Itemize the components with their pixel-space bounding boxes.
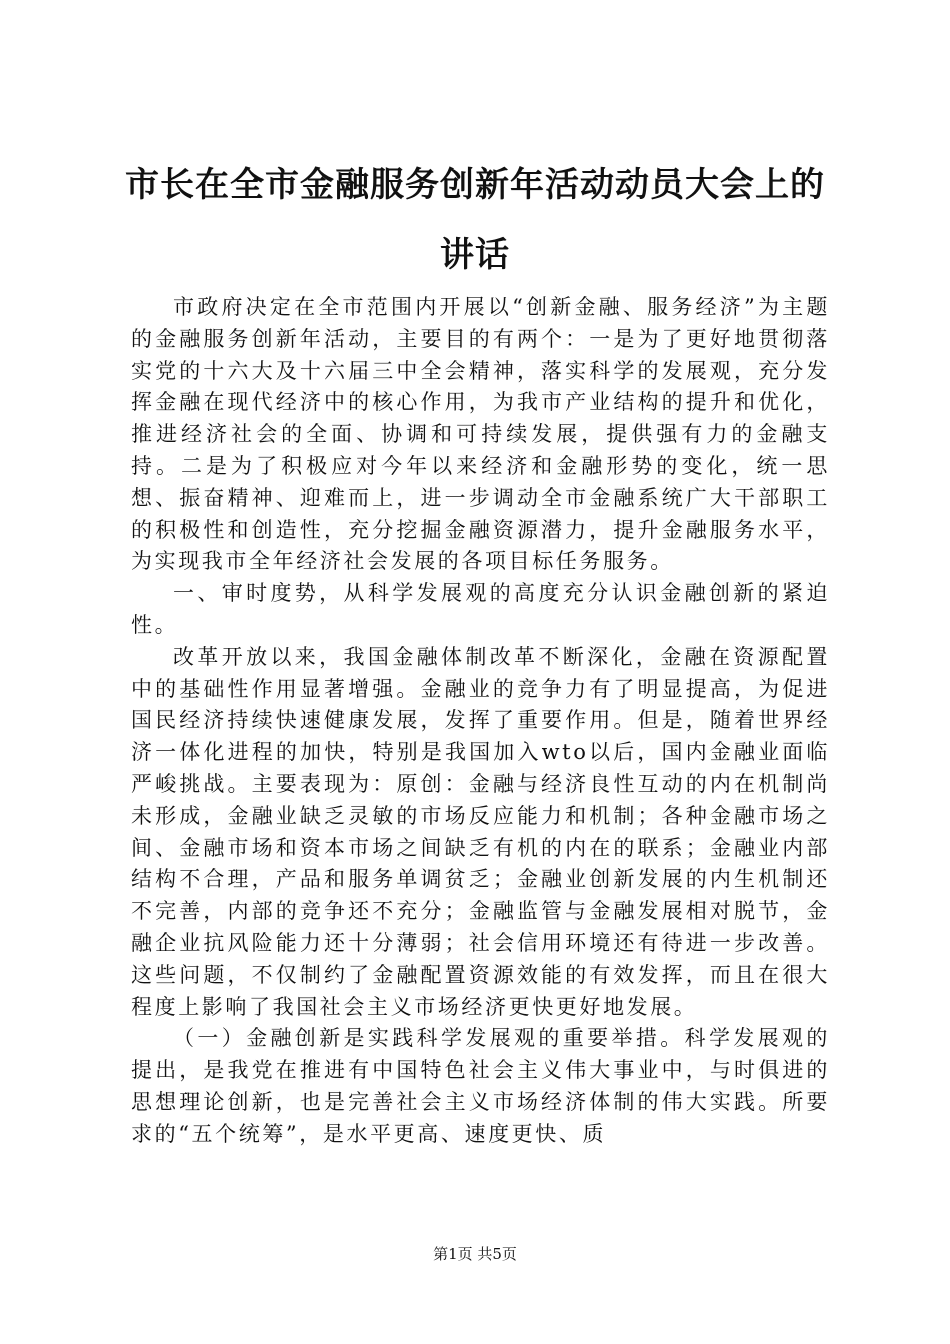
paragraph: （一）金融创新是实践科学发展观的重要举措。科学发展观的提出，是我党在推进有中国特色社会主义伟大事业中，与时俱进的思想理论创新，也是完善社会主义市场经济体制的伟大实践。所要求的“五个统筹”，是水平更高、速度更快、质 <box>131 1026 830 1146</box>
document-body <box>131 292 830 1151</box>
paragraph: 改革开放以来，我国金融体制改革不断深化，金融在资源配置中的基础性作用显著增强。金融业的竞争力有了明显提高，为促进国民经济持续快速健康发展，发挥了重要作用。但是，随着世界经济一体化进程的加快，特别是我国加入wto以后，国内金融业面临严峻挑战。主要表现为：原创：金融与经济良性互动的内在机制尚未形成，金融业缺乏灵敏的市场反应能力和机制；各种金融市场之间、金融市场和资本市场之间缺乏有机的内在的联系；金融业内部结构不合理，产品和服务单调贫乏；金融业创新发展的内生机制还不完善，内部的竞争还不充分；金融监管与金融发展相对脱节，金融企业抗风险能力还十分薄弱；社会信用环境还有待进一步改善。这些问题，不仅制约了金融配置资源效能的有效发挥，而且在很大程度上影响了我国社会主义市场经济更快更好地发展。 <box>131 644 830 1019</box>
paragraph: 市政府决定在全市范围内开展以“创新金融、服务经济”为主题的金融服务创新年活动，主要目的有两个：一是为了更好地贯彻落实党的十六大及十六届三中全会精神，落实科学的发展观，充分发挥金融在现代经济中的核心作用，为我市产业结构的提升和优化，推进经济社会的全面、协调和可持续发展，提供强有力的金融支持。二是为了积极应对今年以来经济和金融形势的变化，统一思想、振奋精神、迎难而上，进一步调动全市金融系统广大干部职工的积极性和创造性，充分挖掘金融资源潜力，提升金融服务水平，为实现我市全年经济社会发展的各项目标任务服务。 <box>131 295 830 574</box>
document-title: 市长在全市金融服务创新年活动动员大会上的讲话 <box>125 165 825 275</box>
page-number-footer: 第1页 共5页 <box>433 1245 517 1263</box>
section-heading: 一、审时度势，从科学发展观的高度充分认识金融创新的紧迫性。 <box>131 581 830 637</box>
